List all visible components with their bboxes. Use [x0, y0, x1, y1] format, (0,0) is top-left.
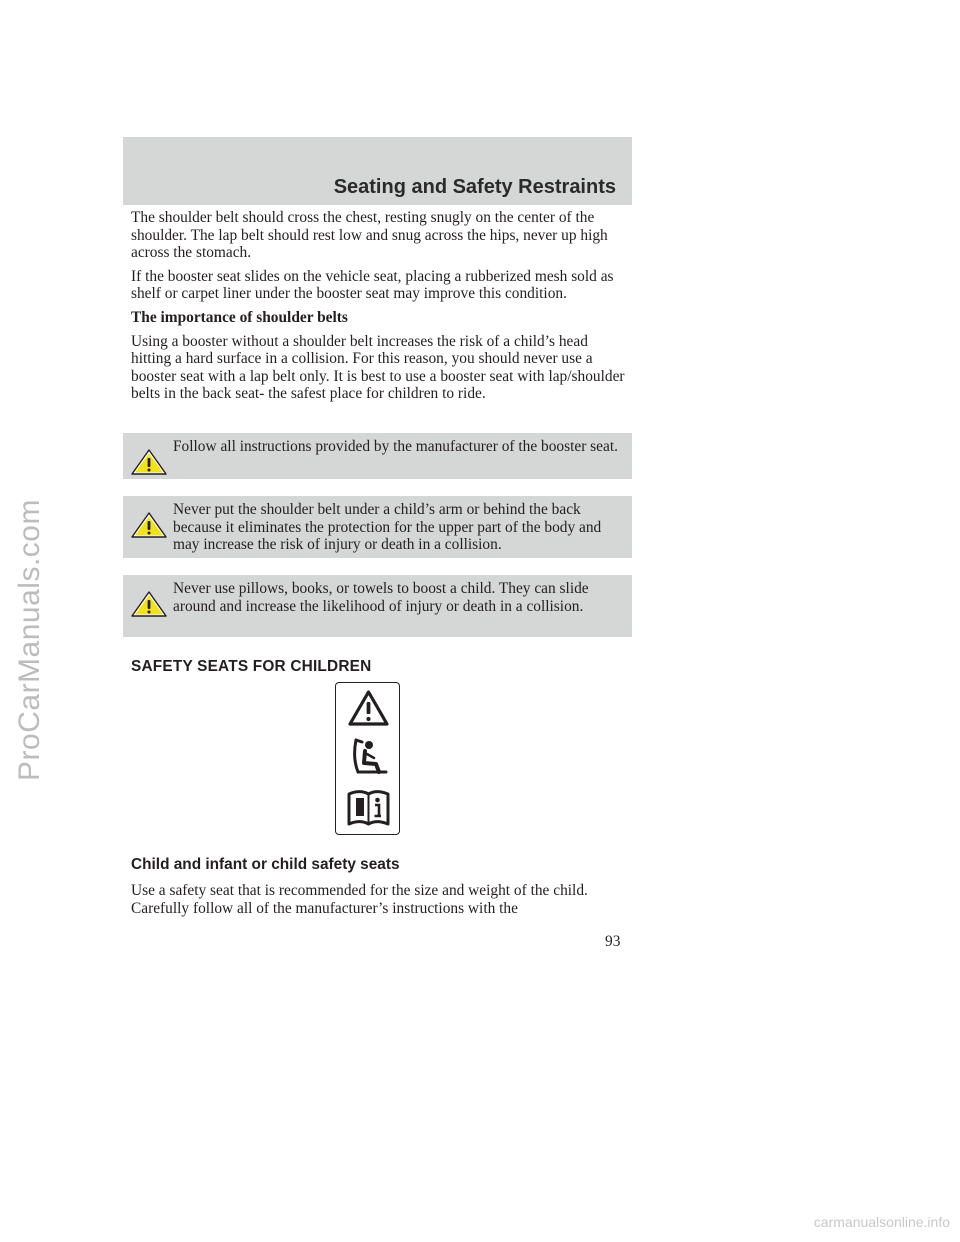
warning-text: Follow all instructions provided by the manufacturer of the booster seat.: [173, 438, 618, 455]
paragraph-booster-slides: If the booster seat slides on the vehicle seat, placing a rubberized mesh sold as shelf or carpet liner under the booster seat may improve this condition.: [131, 267, 614, 303]
subheading-shoulder-belts: The importance of shoulder belts: [131, 308, 348, 326]
footer-watermark: carmanualsonline.info: [813, 1214, 950, 1230]
main-content: [131, 209, 631, 409]
heading-child-safety-seats: Child and infant or child safety seats: [131, 856, 400, 873]
symbol-panel: [335, 682, 400, 835]
warning-triangle-icon: [131, 591, 167, 617]
section-title: Seating and Safety Restraints: [333, 176, 616, 198]
warning-triangle-icon: [131, 449, 167, 475]
section-heading-safety-seats: SAFETY SEATS FOR CHILDREN: [131, 658, 372, 675]
side-watermark-text: ProCarManuals.com: [13, 499, 46, 781]
paragraph-shoulder-belts: Using a booster without a shoulder belt increases the risk of a child’s head hitting a hard surface in a collision. For this reason, you should never use a booster seat with a lap belt only. It is best to use a booster seat with lap/shoulder belts in the back seat- the safest place for children to ride.: [131, 332, 625, 403]
warning-box: [123, 496, 632, 558]
warning-text: Never put the shoulder belt under a child’s arm or behind the back because it eliminates the protection for the upper part of the body and may increase the risk of injury or death in a collision.: [173, 501, 602, 554]
paragraph-child-seats: Use a safety seat that is recommended for the size and weight of the child. Carefully follow all of the manufacturer’s instructions with the: [131, 882, 588, 917]
warning-text: Never use pillows, books, or towels to boost a child. They can slide around and increase the likelihood of injury or death in a collision.: [173, 580, 589, 615]
page-number: 93: [605, 933, 621, 950]
warning-box: [123, 575, 632, 637]
header-band: [123, 137, 632, 205]
child-seat-icon: [346, 736, 391, 778]
warning-box: [123, 433, 632, 479]
child-seats-content: [131, 882, 631, 923]
paragraph-shoulder-belt-fit: The shoulder belt should cross the chest, resting snugly on the center of the shoulder. The lap belt should rest low and snug across the hips, never up high across the stomach.: [131, 209, 608, 262]
owner-manual-info-icon: [346, 786, 391, 828]
warning-triangle-icon: [346, 688, 391, 730]
side-watermark: [10, 360, 50, 920]
warning-triangle-icon: [131, 512, 167, 538]
